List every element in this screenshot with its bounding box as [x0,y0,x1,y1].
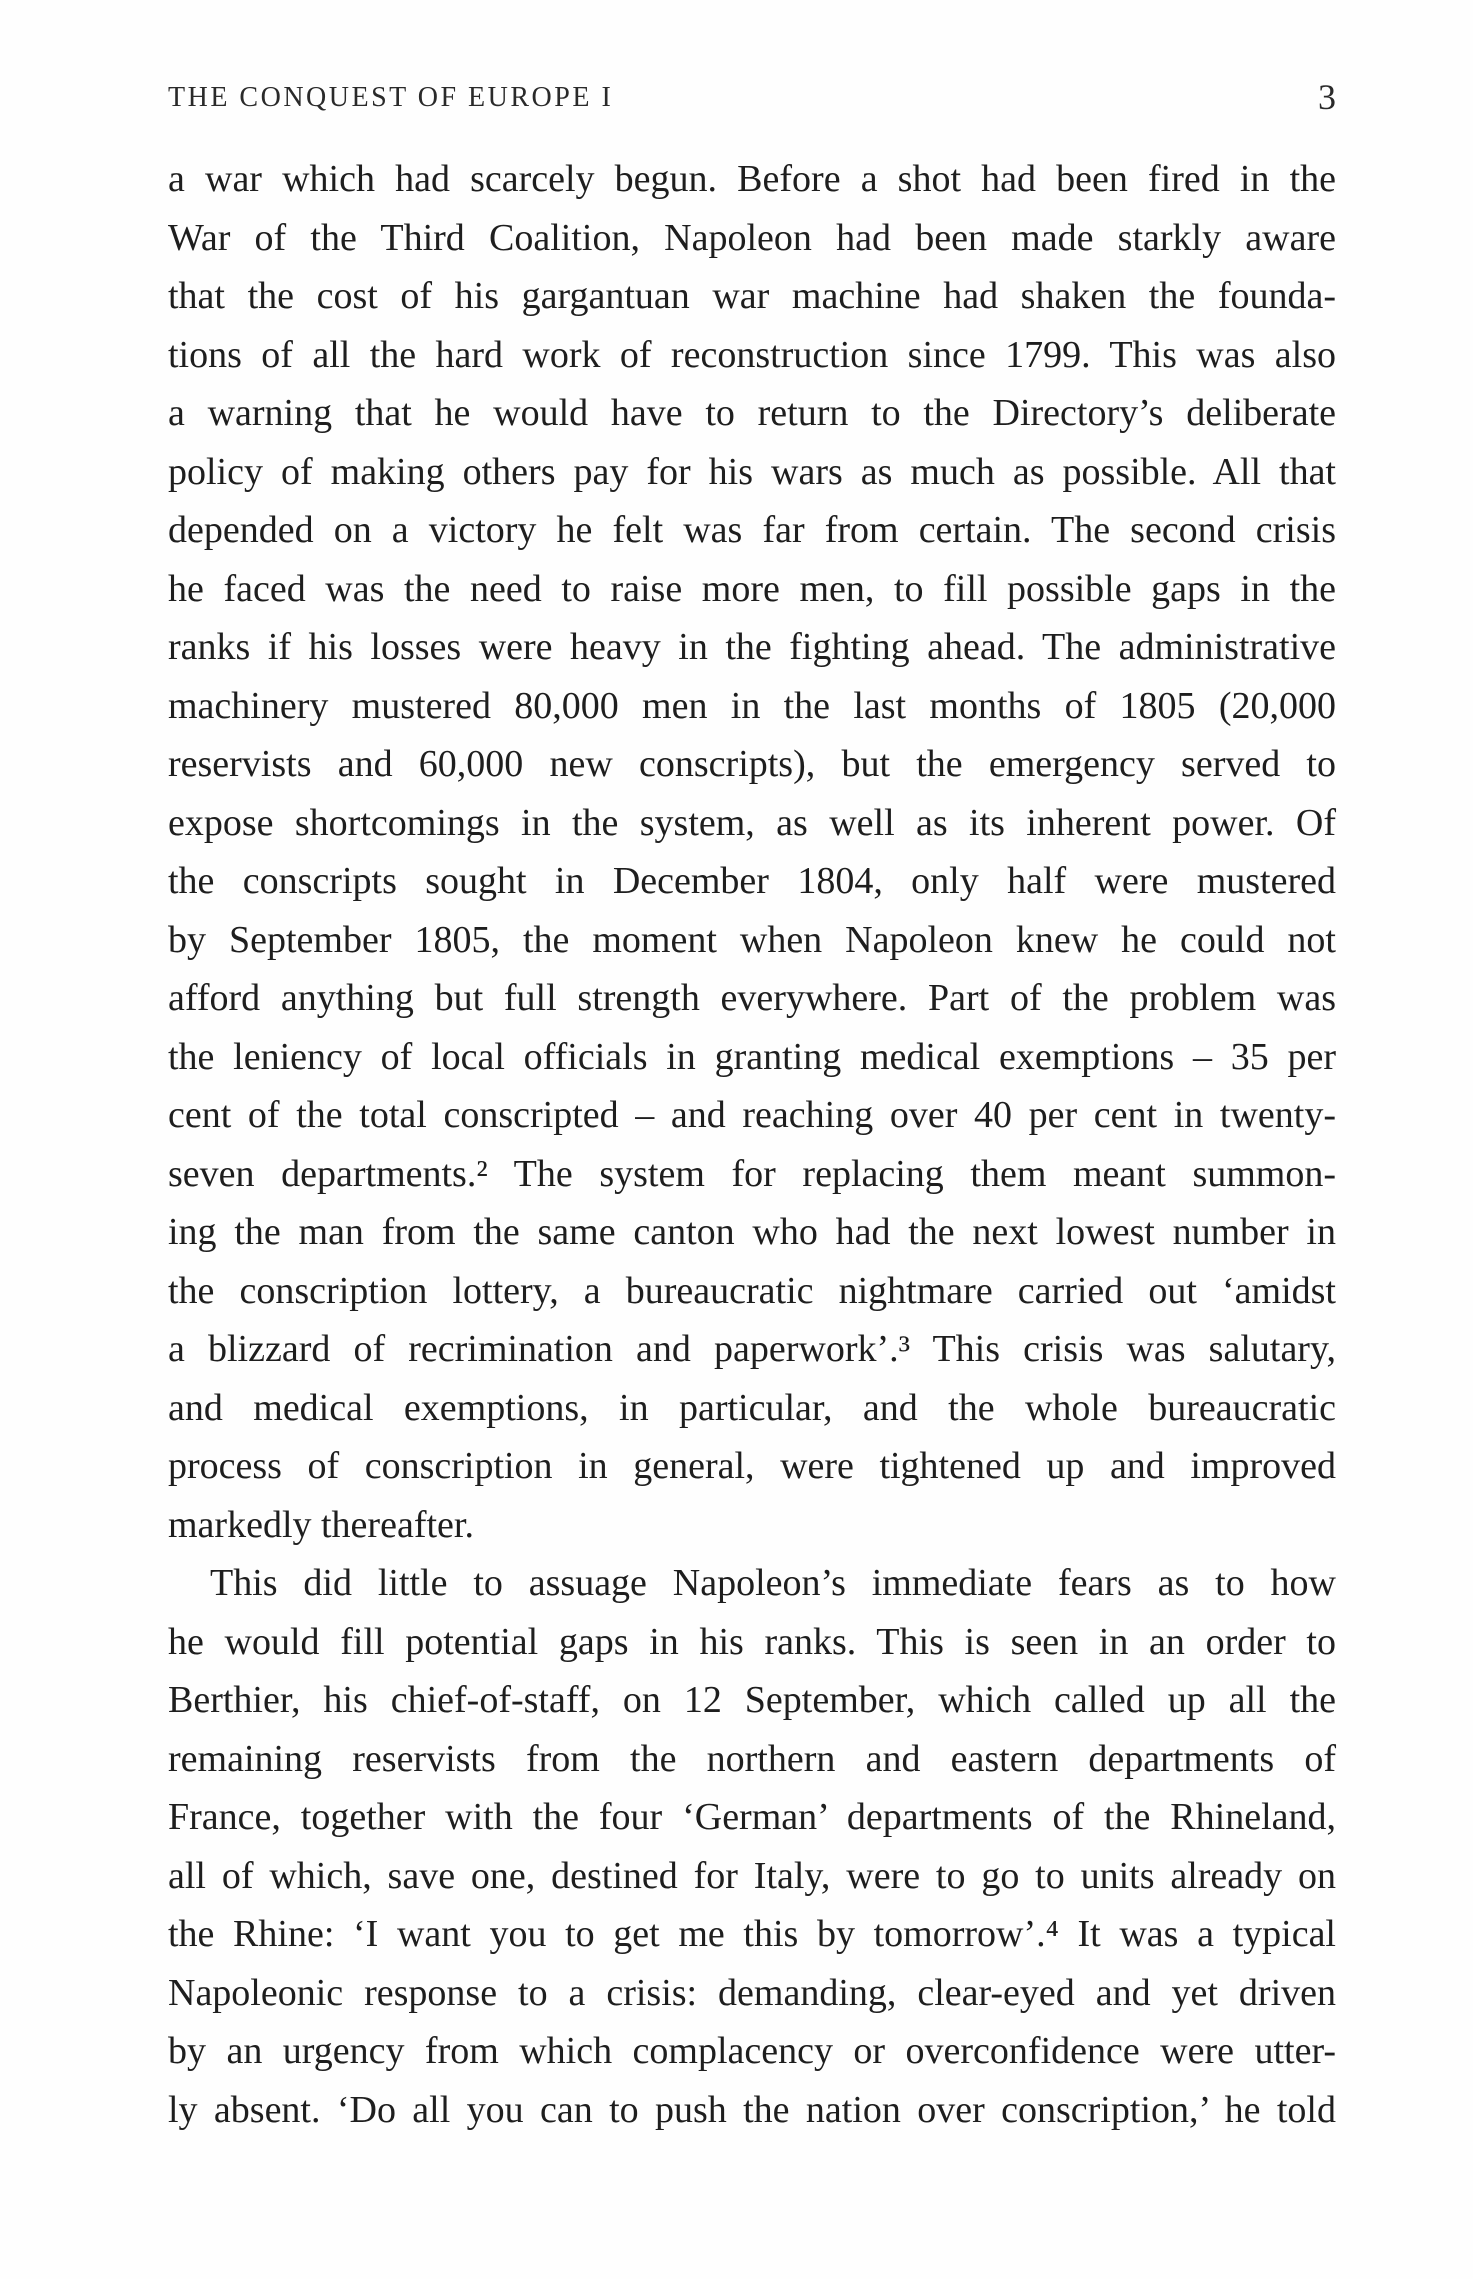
text-line: Berthier, his chief-of-staff, on 12 September, which called up all the [168,1679,1336,1721]
text-line: ly absent. ‘Do all you can to push the nation over conscription,’ he told [168,2088,1336,2131]
text-line: War of the Third Coalition, Napoleon had been made starkly aware [168,216,1336,259]
page-number: 3 [1318,77,1336,117]
running-title: THE CONQUEST OF EUROPE I [168,82,614,113]
text-line: a warning that he would have to return to the Directory’s deliberate [168,392,1336,434]
text-line: ing the man from the same canton who had the next lowest number in [168,1211,1336,1253]
text-line: ranks if his losses were heavy in the fighting ahead. The administrative [168,626,1336,668]
text-line: he would fill potential gaps in his ranks. This is seen in an order to [168,1620,1336,1663]
paragraph-1 [168,150,1336,1554]
text-line: tions of all the hard work of reconstruction since 1799. This was also [168,333,1336,376]
running-head [168,76,1336,126]
text-line: seven departments.² The system for replacing them meant summon- [168,1152,1336,1195]
text-line: all of which, save one, destined for Italy, were to go to units already on [168,1854,1336,1897]
text-line: the conscription lottery, a bureaucratic nightmare carried out ‘amidst [168,1269,1336,1312]
text-line: afford anything but full strength everywhere. Part of the problem was [168,977,1336,1019]
body-text [168,150,1336,2139]
text-line: France, together with the four ‘German’ departments of the Rhineland, [168,1796,1336,1838]
text-line: machinery mustered 80,000 men in the last months of 1805 (20,000 [168,684,1336,727]
text-line: expose shortcomings in the system, as well as its inherent power. Of [168,801,1336,844]
text-line: by an urgency from which complacency or overconfidence were utter- [168,2030,1336,2072]
text-line: Napoleonic response to a crisis: demanding, clear-eyed and yet driven [168,1971,1336,2014]
text-line: markedly thereafter. [168,1503,474,1546]
text-line: This did little to assuage Napoleon’s immediate fears as to how [210,1562,1336,1604]
paragraph-2 [168,1554,1336,2139]
text-line: process of conscription in general, were tightened up and improved [168,1445,1336,1487]
text-line: remaining reservists from the northern and eastern departments of [168,1737,1336,1780]
text-line: and medical exemptions, in particular, and the whole bureaucratic [168,1386,1336,1429]
text-line: a war which had scarcely begun. Before a shot had been fired in the [168,158,1336,200]
text-line: he faced was the need to raise more men, to fill possible gaps in the [168,567,1336,610]
text-line: by September 1805, the moment when Napoleon knew he could not [168,918,1336,961]
text-line: the Rhine: ‘I want you to get me this by tomorrow’.⁴ It was a typical [168,1913,1336,1955]
text-line: depended on a victory he felt was far from certain. The second crisis [168,509,1336,551]
text-line: the conscripts sought in December 1804, only half were mustered [168,860,1336,902]
text-line: the leniency of local officials in granting medical exemptions – 35 per [168,1035,1336,1078]
text-line: that the cost of his gargantuan war machine had shaken the founda- [168,275,1336,317]
text-line: a blizzard of recrimination and paperwork’.³ This crisis was salutary, [168,1328,1336,1370]
text-line: reservists and 60,000 new conscripts), but the emergency served to [168,743,1336,785]
text-line: policy of making others pay for his wars as much as possible. All that [168,450,1336,493]
text-line: cent of the total conscripted – and reaching over 40 per cent in twenty- [168,1094,1336,1136]
